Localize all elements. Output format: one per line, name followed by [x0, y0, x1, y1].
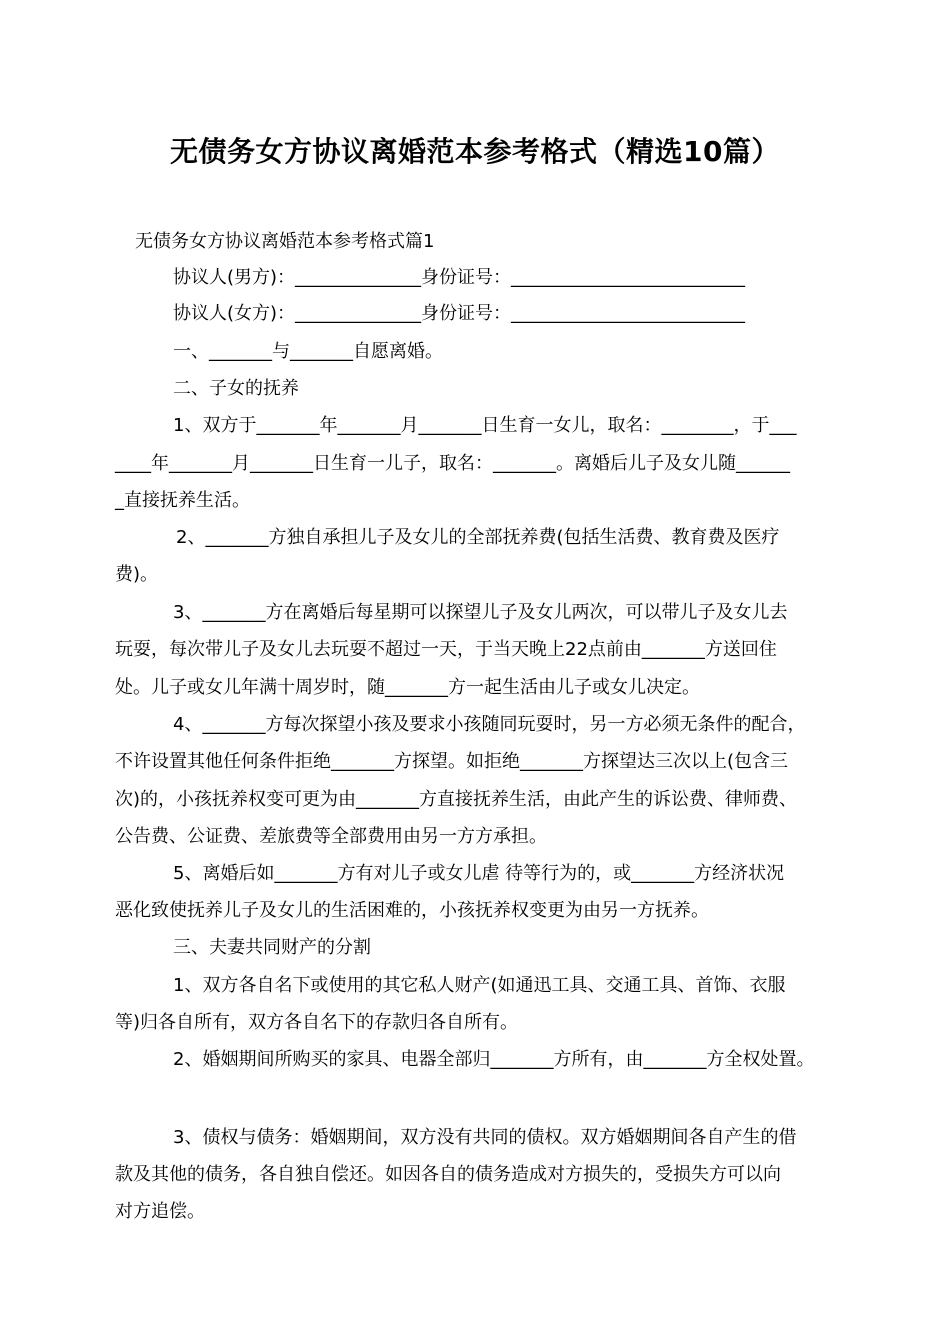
paragraph-line: 公告费、公证费、差旅费等全部费用由另一方方承担。	[115, 826, 547, 847]
paragraph-line: 次)的，小孩抚养权变可更为由_______方直接抚养生活，由此产生的诉讼费、律师费、	[115, 789, 798, 810]
paragraph-line: 等)归各自所有，双方各自名下的存款归各自所有。	[115, 1012, 519, 1033]
paragraph-line: 1、双方各自名下或使用的其它私人财产(如通迅工具、交通工具、首饰、衣服	[173, 975, 786, 996]
party-male-line: 协议人(男方)：______________身份证号：__________________________	[173, 267, 746, 288]
paragraph-line: 3、债权与债务：婚姻期间，双方没有共同的债权。双方婚姻期间各自产生的借	[173, 1127, 797, 1148]
paragraph-line: 款及其他的债务，各自独自偿还。如因各自的债务造成对方损失的，受损失方可以向	[115, 1164, 781, 1185]
party-female-line: 协议人(女方)：______________身份证号：__________________________	[173, 303, 746, 324]
paragraph-line: _直接抚养生活。	[115, 490, 250, 511]
paragraph-line: 玩耍，每次带儿子及女儿去玩耍不超过一天，于当天晚上22点前由_______方送回住	[115, 639, 777, 660]
paragraph-line: 恶化致使抚养儿子及女儿的生活困难的，小孩抚养权变更为由另一方抚养。	[115, 900, 709, 921]
paragraph-line: 处。儿子或女儿年满十周岁时，随_______方一起生活由儿子或女儿决定。	[115, 677, 700, 698]
clause-1: 一、_______与_______自愿离婚。	[173, 341, 443, 362]
document-title: 无债务女方协议离婚范本参考格式（精选10篇）	[170, 135, 780, 168]
paragraph-line: ____年_______月_______日生育一儿子，取名：_______。离婚后儿子及女儿随______	[115, 453, 790, 474]
paragraph-line: 4、_______方每次探望小孩及要求小孩随同玩耍时，另一方必须无条件的配合，	[173, 714, 806, 735]
heading-property-division: 三、夫妻共同财产的分割	[173, 937, 371, 958]
paragraph-line: 5、离婚后如_______方有对儿子或女儿虐 待等行为的，或_______方经济状况	[173, 863, 785, 884]
heading-child-custody: 二、子女的抚养	[173, 378, 299, 399]
paragraph-line: 2、_______方独自承担儿子及女儿的全部抚养费(包括生活费、教育费及医疗	[176, 527, 780, 548]
paragraph-line: 1、双方于_______年_______月_______日生育一女儿，取名：________，于___	[173, 415, 797, 436]
section-heading: 无债务女方协议离婚范本参考格式篇1	[135, 231, 435, 252]
paragraph-line: 3、_______方在离婚后每星期可以探望儿子及女儿两次，可以带儿子及女儿去	[173, 602, 788, 623]
paragraph-line: 费)。	[115, 564, 159, 585]
paragraph-line: 2、婚姻期间所购买的家具、电器全部归_______方所有，由_______方全权处置。	[173, 1049, 815, 1070]
paragraph-line: 对方追偿。	[115, 1201, 205, 1222]
paragraph-line: 不许设置其他任何条件拒绝_______方探望。如拒绝_______方探望达三次以上(包含三	[115, 751, 789, 772]
